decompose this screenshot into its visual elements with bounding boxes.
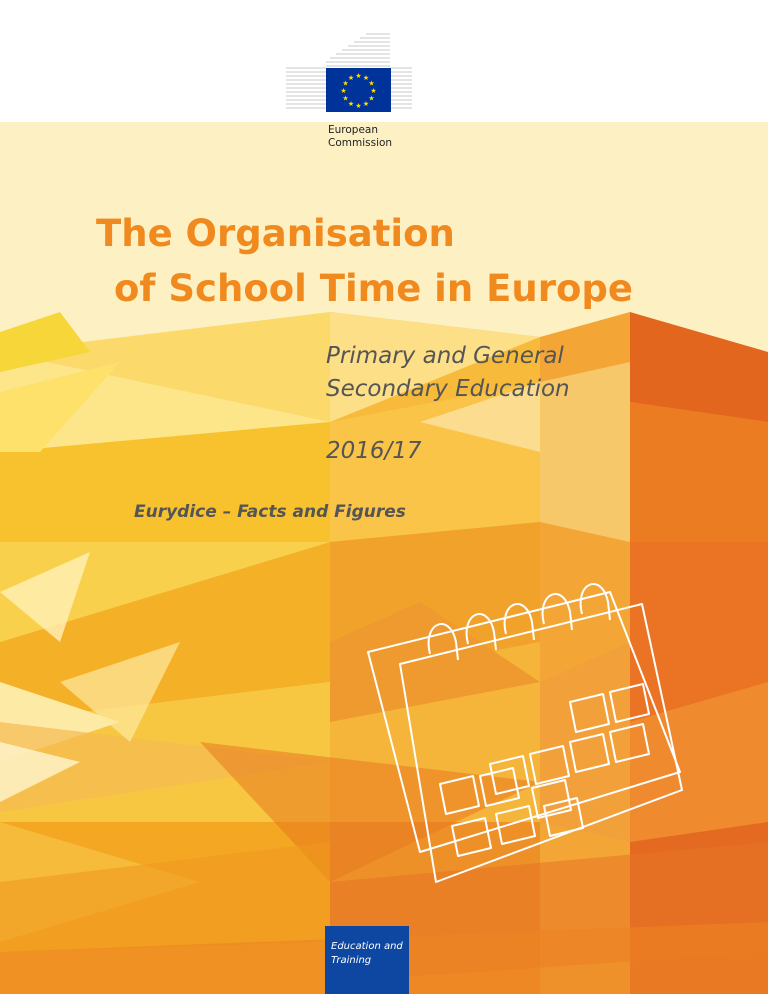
svg-text:★: ★ xyxy=(347,100,355,108)
theme-text-line1: Education and xyxy=(331,941,403,952)
cover-title xyxy=(96,206,633,316)
svg-text:★: ★ xyxy=(355,72,362,80)
cover-subtitle-line1: Primary and General xyxy=(326,343,564,369)
series-name: Eurydice – Facts and Figures xyxy=(134,502,406,522)
publisher-name-line2: Commission xyxy=(328,137,393,149)
publisher-name xyxy=(328,124,392,150)
theme-text xyxy=(331,940,403,968)
svg-text:★: ★ xyxy=(368,94,375,103)
svg-text:★: ★ xyxy=(362,100,370,108)
cover-subtitle xyxy=(326,340,570,406)
cover-title-line1: The Organisation xyxy=(96,212,455,255)
theme-text-line2: Training xyxy=(331,955,372,966)
svg-text:★: ★ xyxy=(347,74,355,82)
svg-text:★: ★ xyxy=(368,79,375,88)
svg-text:★: ★ xyxy=(362,74,370,82)
svg-text:★: ★ xyxy=(370,87,377,95)
cover-subtitle-line2: Secondary Education xyxy=(326,376,570,402)
svg-text:★: ★ xyxy=(355,102,362,110)
cover-title-line2: of School Time in Europe xyxy=(114,267,633,310)
calendar-icon xyxy=(360,582,690,902)
publisher-name-line1: European xyxy=(328,124,379,136)
svg-text:★: ★ xyxy=(340,87,347,95)
theme-label xyxy=(325,926,409,994)
cover-year: 2016/17 xyxy=(326,438,422,464)
svg-text:★: ★ xyxy=(342,94,349,103)
eu-stars-icon xyxy=(326,68,391,112)
svg-text:★: ★ xyxy=(342,79,349,88)
european-commission-logo xyxy=(280,28,420,154)
eu-flag-icon xyxy=(326,68,391,112)
